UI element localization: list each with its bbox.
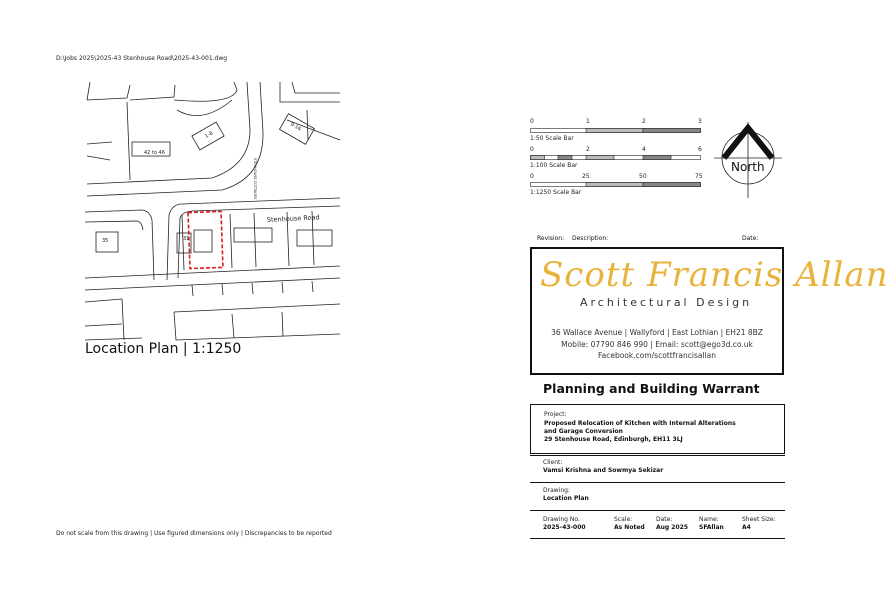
file-path: D:\Jobs 2025\2025-43 Stenhouse Road\2025-43-001.dwg	[56, 55, 228, 62]
description-label: Description:	[572, 235, 609, 242]
client-label: Client:	[543, 459, 563, 466]
scale-tick: 4	[642, 146, 646, 153]
north-label: North	[731, 160, 765, 174]
drawing-no-value: 2025-43-000	[543, 524, 586, 531]
revision-label: Revision:	[537, 235, 565, 242]
scale-tick: 0	[530, 173, 534, 180]
map-line	[87, 85, 130, 100]
scale-tick: 50	[639, 173, 647, 180]
firm-facebook: Facebook.com/scottfrancisallan	[598, 351, 716, 360]
plot-label: 42 to 46	[144, 150, 165, 156]
scale-tick: 75	[695, 173, 703, 180]
firm-contact: Mobile: 07790 846 990 | Email: scott@ego3d.co.uk	[561, 340, 753, 349]
location-plan-map	[82, 80, 344, 342]
scale-tick: 2	[642, 118, 646, 125]
firm-address: 36 Wallace Avenue | Wallyford | East Lothian | EH21 8BZ	[551, 328, 763, 337]
divider	[530, 482, 785, 483]
drawing-no-label: Drawing No.	[543, 516, 580, 523]
scale-bar-label: 1:50 Scale Bar	[530, 135, 574, 142]
plot-label: 35	[102, 238, 109, 244]
date-value: Aug 2025	[656, 524, 688, 531]
scale-tick: 1	[586, 118, 590, 125]
project-line2: and Garage Conversion	[544, 428, 623, 435]
name-value: SFAllan	[699, 524, 724, 531]
divider	[530, 455, 785, 456]
scale-value: As Noted	[614, 524, 645, 531]
street-label: Stenhouse Road	[266, 213, 320, 224]
drawing-heading: Planning and Building Warrant	[543, 381, 760, 396]
project-box	[530, 404, 785, 454]
footer-note: Do not scale from this drawing | Use figured dimensions only | Discrepancies to be reported	[56, 530, 332, 537]
scale-tick: 0	[530, 146, 534, 153]
drawing-value: Location Plan	[543, 495, 589, 502]
scale-bar-graphic	[530, 128, 702, 133]
scale-bar-label: 1:100 Scale Bar	[530, 162, 578, 169]
location-plan-title: Location Plan | 1:1250	[85, 341, 242, 357]
site-boundary	[188, 211, 223, 268]
firm-tagline: Architectural Design	[580, 296, 753, 309]
project-line1: Proposed Relocation of Kitchen with Internal Alterations	[544, 420, 736, 427]
scale-bar-graphic	[530, 182, 702, 187]
date-label: Date:	[656, 516, 673, 523]
scale-bars	[530, 118, 705, 198]
sheet-size-label: Sheet Size:	[742, 516, 776, 523]
scale-tick: 2	[586, 146, 590, 153]
plot-label: 9-16	[289, 121, 302, 133]
project-label: Project:	[544, 411, 567, 418]
scale-tick: 0	[530, 118, 534, 125]
scale-tick: 25	[582, 173, 590, 180]
name-label: Name:	[699, 516, 719, 523]
scale-tick: 3	[698, 118, 702, 125]
divider	[530, 538, 785, 539]
revision-date-label: Date:	[742, 235, 759, 242]
scale-label: Scale:	[614, 516, 633, 523]
drawing-label: Drawing:	[543, 487, 570, 494]
divider	[530, 510, 785, 511]
scale-tick: 6	[698, 146, 702, 153]
plot-label: 31	[183, 236, 190, 242]
side-street-label: STENHOUSE COTTAGES	[253, 158, 257, 200]
firm-logo-name: Scott Francis Allan	[540, 255, 889, 295]
project-address: 29 Stenhouse Road, Edinburgh, EH11 3LJ	[544, 436, 683, 443]
plot-label: 1-8	[204, 130, 215, 140]
scale-bar-label: 1:1250 Scale Bar	[530, 189, 582, 196]
sheet-size-value: A4	[742, 524, 751, 531]
client-value: Vamsi Krishna and Sowmya Sekizar	[543, 467, 664, 474]
scale-bar-graphic	[530, 155, 702, 160]
